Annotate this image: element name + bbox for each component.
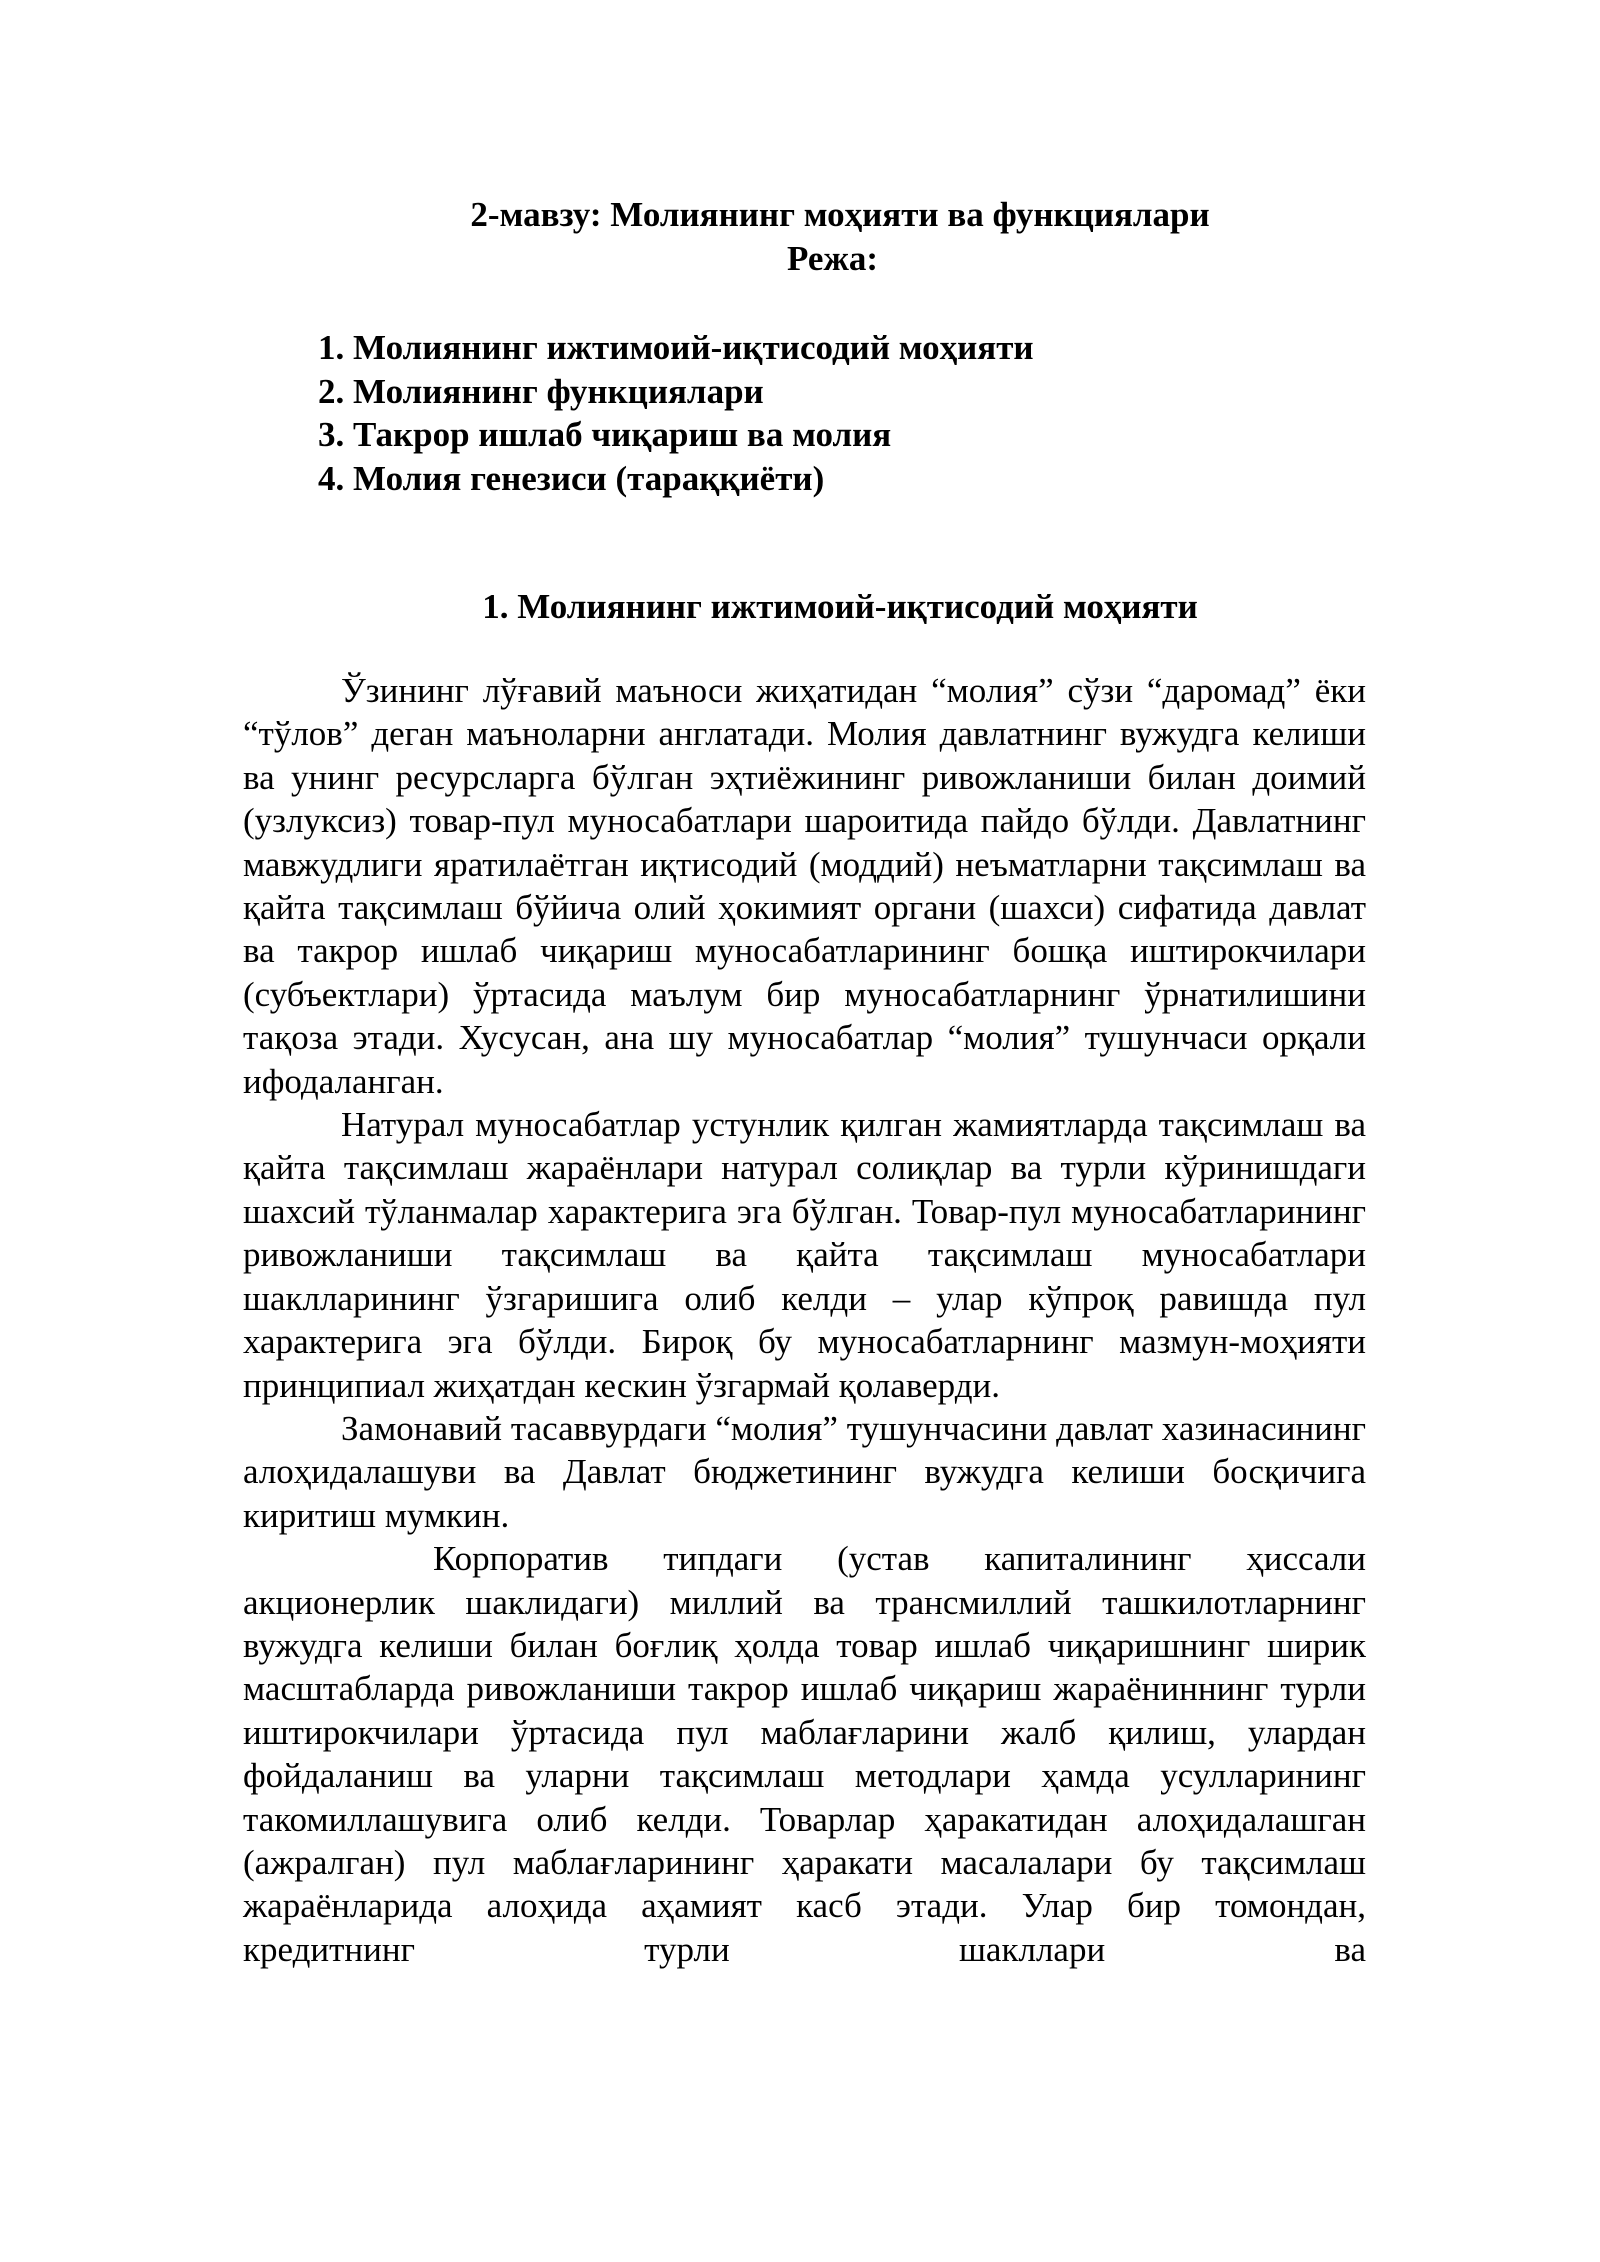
- plan-item: 2. Молиянинг функциялари: [318, 371, 764, 411]
- paragraph: Натурал муносабатлар устунлик қилган жамиятларда тақсимлаш ва қайта тақсимлаш жараёнлари натурал солиқлар ва турли кўринишдаги шахсий тўланмалар характерига эга бўлган. Товар-пул муносабатларининг ривожланиши тақсимлаш ва қайта тақсимлаш муносабатлари шаклларининг ўзгаришига олиб келди – улар кўпроқ равишда пул характерига эга бўлди. Бироқ бу муносабатларнинг мазмун-моҳияти принципиал жиҳатдан кескин ўзгармай қолаверди.: [243, 1105, 1366, 1405]
- document-title: [0, 193, 1600, 281]
- paragraph: Корпоратив типдаги (устав капиталининг ҳиссали акционерлик шаклидаги) миллий ва трансмиллий ташкилотларнинг вужудга келиши билан боғлиқ ҳолда товар ишлаб чиқаришнинг ширик масштабларда ривожланиши такрор ишлаб чиқариш жараёниннинг турли иштирокчилари ўртасида пул маблағларини жалб қилиш, улардан фойдаланиш ва уларни тақсимлаш методлари ҳамда усулларининг такомиллашувига олиб келди. Товарлар ҳаракатидан алоҳидалашган (ажралган) пул маблағларининг ҳаракати масалалари бу тақсимлаш жараёнларида алоҳида аҳамият касб этади. Улар бир томондан, кредитнинг турли шакллари ва: [243, 1539, 1366, 1969]
- plan-item: 4. Молия генезиси (тараққиёти): [318, 458, 825, 498]
- paragraph: Ўзининг лўғавий маъноси жиҳатидан “молия” сўзи “даромад” ёки “тўлов” деган маъноларни англатади. Молия давлатнинг вужудга келиши ва унинг ресурсларга бўлган эҳтиёжининг ривожланиши билан доимий (узлуксиз) товар-пул муносабатлари шароитида пайдо бўлди. Давлатнинг мавжудлиги яратилаётган иқтисодий (моддий) неъматларни тақсимлаш ва қайта тақсимлаш бўйича олий ҳокимият органи (шахси) сифатида давлат ва такрор ишлаб чиқариш муносабатларининг бошқа иштирокчилари (субъектлари) ўртасида маълум бир муносабатларнинг ўрнатилишини тақоза этади. Хусусан, ана шу муносабатлар “молия” тушунчаси орқали ифодаланган.: [243, 671, 1366, 1101]
- topic-title: 2-мавзу: Молиянинг моҳияти ва функциялари: [470, 195, 1210, 234]
- plan-list: [318, 326, 1034, 500]
- plan-item: 3. Такрор ишлаб чиқариш ва молия: [318, 415, 892, 454]
- body-text: [243, 669, 1366, 1971]
- plan-heading: Режа:: [787, 239, 878, 278]
- plan-item: 1. Молиянинг ижтимоий-иқтисодий моҳияти: [318, 328, 1034, 367]
- paragraph: Замонавий тасаввурдаги “молия” тушунчасини давлат хазинасининг алоҳидалашуви ва Давлат бюджетининг вужудга келиши босқичига киритиш мумкин.: [243, 1408, 1366, 1535]
- section-heading: 1. Молиянинг ижтимоий-иқтисодий моҳияти: [482, 587, 1198, 626]
